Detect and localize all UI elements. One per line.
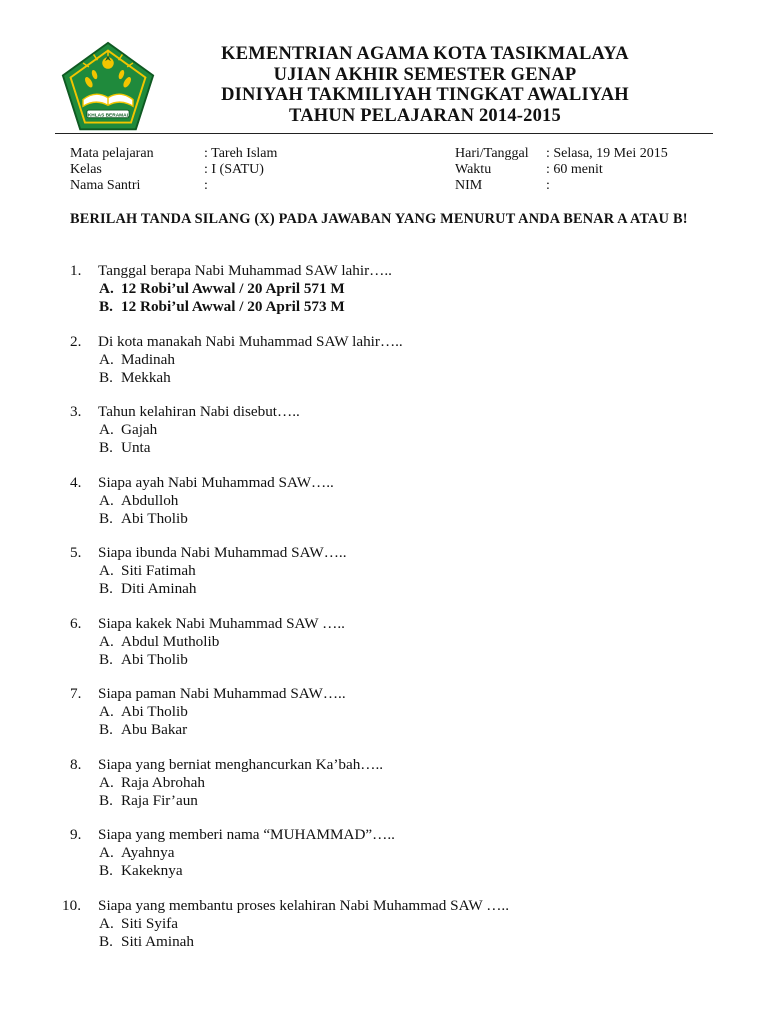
question-number: 10. — [62, 896, 81, 914]
question-number: 9. — [70, 826, 82, 843]
info-label-date: Hari/Tanggal — [455, 146, 529, 161]
info-value-student-name: : — [204, 178, 208, 193]
question-item — [70, 403, 714, 474]
question-text: Siapa kakek Nabi Muhammad SAW ….. — [98, 614, 345, 632]
option-a[interactable] — [99, 351, 175, 369]
question-number: 4. — [70, 473, 82, 491]
option-b[interactable] — [99, 933, 194, 951]
option-text: Abi Tholib — [121, 650, 188, 668]
option-letter: B. — [99, 580, 113, 597]
option-letter: B. — [99, 932, 113, 950]
option-text: Abdul Mutholib — [121, 632, 220, 650]
option-b[interactable] — [99, 580, 197, 598]
option-text: Madinah — [121, 350, 175, 368]
option-b[interactable] — [99, 439, 151, 457]
info-row — [70, 146, 720, 162]
option-a[interactable] — [99, 562, 196, 580]
info-label-class: Kelas — [70, 162, 102, 177]
option-text: Ayahnya — [121, 844, 175, 861]
question-text: Siapa ayah Nabi Muhammad SAW….. — [98, 473, 334, 491]
question-number: 3. — [70, 403, 82, 420]
header-divider — [55, 133, 713, 134]
option-letter: B. — [99, 368, 113, 386]
question-number: 8. — [70, 755, 82, 773]
option-a[interactable] — [99, 633, 219, 651]
option-letter: B. — [99, 791, 113, 809]
question-item — [70, 474, 714, 545]
header-ministry: KEMENTRIAN AGAMA KOTA TASIKMALAYA — [221, 44, 629, 64]
option-text: Abi Tholib — [121, 703, 188, 720]
exam-info-block — [70, 146, 720, 194]
question-number: 7. — [70, 685, 82, 702]
question-item — [70, 826, 714, 897]
option-a[interactable] — [99, 492, 178, 510]
question-number: 5. — [70, 544, 82, 561]
option-letter: A. — [99, 914, 114, 932]
info-value-subject: : Tareh Islam — [204, 146, 278, 161]
option-b[interactable] — [99, 792, 198, 810]
option-letter: A. — [99, 280, 114, 297]
question-text: Tahun kelahiran Nabi disebut….. — [98, 403, 300, 420]
option-text: Siti Fatimah — [121, 562, 196, 579]
option-text: Kakeknya — [121, 862, 183, 879]
option-text: Siti Aminah — [121, 932, 194, 950]
question-text: Di kota manakah Nabi Muhammad SAW lahir….. — [98, 332, 403, 350]
option-text: Abdulloh — [121, 491, 179, 509]
question-text: Siapa yang berniat menghancurkan Ka’bah….. — [98, 755, 384, 773]
option-letter: B. — [99, 721, 113, 738]
logo-text: IKHLAS BERAMAL — [86, 113, 130, 119]
question-item — [62, 896, 714, 968]
option-text: Siti Syifa — [121, 914, 178, 932]
header-exam-title: UJIAN AKHIR SEMESTER GENAP — [273, 64, 577, 85]
question-number: 2. — [70, 332, 82, 350]
header-school: DINIYAH TAKMILIYAH TINGKAT AWALIYAH — [221, 85, 629, 105]
option-text: Gajah — [121, 421, 158, 438]
option-letter: A. — [99, 844, 114, 861]
info-label-student-name: Nama Santri — [70, 178, 141, 193]
info-label-time: Waktu — [455, 162, 492, 177]
option-b[interactable] — [99, 862, 183, 880]
option-text: Unta — [121, 439, 151, 456]
option-b[interactable] — [99, 298, 345, 316]
header-year: TAHUN PELAJARAN 2014-2015 — [289, 105, 561, 126]
option-letter: B. — [99, 650, 113, 668]
option-letter: A. — [99, 421, 114, 438]
question-text: Siapa ibunda Nabi Muhammad SAW….. — [98, 544, 347, 561]
option-text: Raja Abrohah — [121, 773, 205, 791]
question-text: Siapa paman Nabi Muhammad SAW….. — [98, 685, 346, 702]
question-item — [70, 262, 714, 333]
info-label-subject: Mata pelajaran — [70, 146, 154, 161]
option-letter: A. — [99, 491, 114, 509]
question-text: Siapa yang membantu proses kelahiran Nabi Muhammad SAW ….. — [98, 896, 510, 914]
option-letter: A. — [99, 703, 114, 720]
info-label-nim: NIM — [455, 178, 483, 193]
option-b[interactable] — [99, 721, 187, 739]
exam-instruction: BERILAH TANDA SILANG (X) PADA JAWABAN YANG MENURUT ANDA BENAR A ATAU B! — [70, 211, 688, 227]
option-text: Raja Fir’aun — [121, 791, 198, 809]
option-a[interactable] — [99, 421, 157, 439]
option-text: 12 Robi’ul Awwal / 20 April 573 M — [121, 298, 345, 315]
option-text: Diti Aminah — [121, 580, 197, 597]
option-a[interactable] — [99, 915, 178, 933]
info-value-time: : 60 menit — [546, 162, 603, 177]
option-text: Abi Tholib — [121, 509, 188, 527]
question-text: Siapa yang memberi nama “MUHAMMAD”….. — [98, 826, 395, 843]
option-text: 12 Robi’ul Awwal / 20 April 571 M — [121, 280, 345, 297]
option-letter: B. — [99, 298, 113, 315]
info-row — [70, 162, 720, 178]
option-letter: A. — [99, 632, 114, 650]
option-a[interactable] — [99, 703, 188, 721]
question-item — [70, 544, 714, 615]
info-value-nim: : — [546, 178, 550, 193]
question-text: Tanggal berapa Nabi Muhammad SAW lahir….. — [98, 262, 392, 279]
option-b[interactable] — [99, 651, 188, 669]
option-letter: A. — [99, 350, 114, 368]
option-letter: B. — [99, 439, 113, 456]
question-number: 1. — [70, 262, 82, 279]
option-letter: A. — [99, 773, 114, 791]
option-letter: A. — [99, 562, 114, 579]
question-item — [70, 615, 714, 686]
info-value-class: : I (SATU) — [204, 162, 264, 177]
exam-header — [140, 44, 710, 126]
option-b[interactable] — [99, 510, 188, 528]
question-item — [70, 333, 714, 404]
option-b[interactable] — [99, 369, 171, 387]
option-text: Abu Bakar — [121, 721, 188, 738]
question-number: 6. — [70, 614, 82, 632]
question-list — [62, 262, 714, 967]
question-item — [70, 685, 714, 756]
option-text: Mekkah — [121, 368, 171, 386]
option-letter: B. — [99, 509, 113, 527]
info-row — [70, 178, 720, 194]
option-a[interactable] — [99, 774, 205, 792]
question-item — [70, 756, 714, 827]
option-a[interactable] — [99, 844, 174, 862]
option-a[interactable] — [99, 280, 345, 298]
option-letter: B. — [99, 862, 113, 879]
info-value-date: : Selasa, 19 Mei 2015 — [546, 146, 668, 161]
